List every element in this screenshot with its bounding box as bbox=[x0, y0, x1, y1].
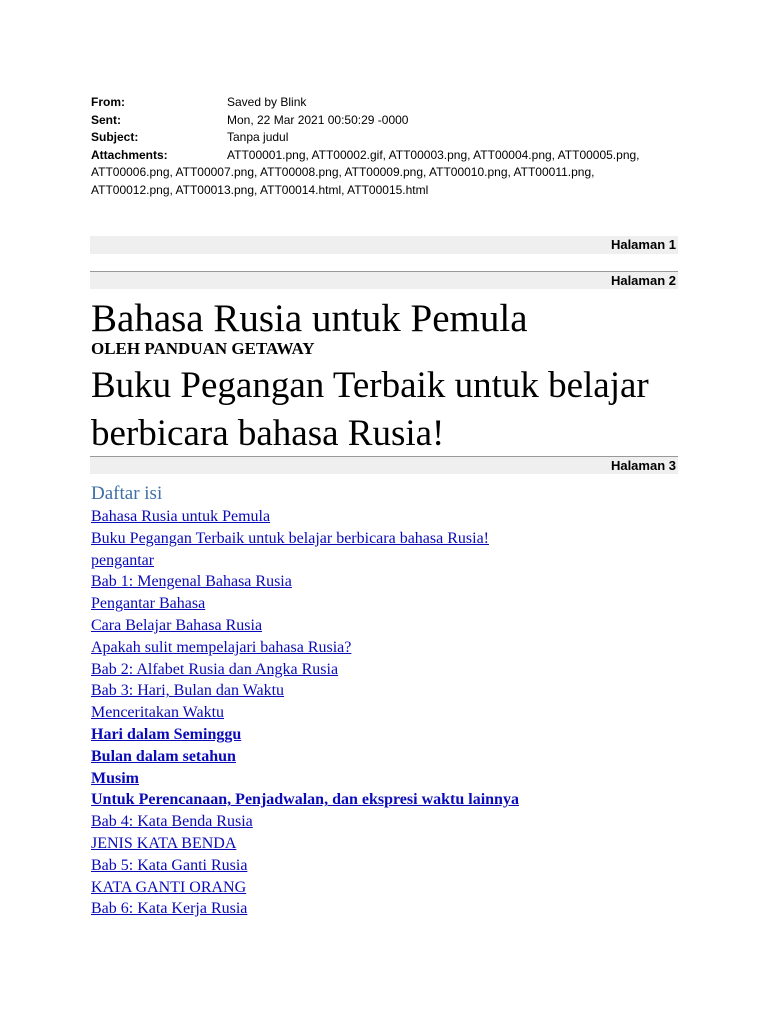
attachments-continuation: ATT00006.png, ATT00007.png, ATT00008.png, ATT00009.png, ATT00010.png, ATT00011.png, bbox=[91, 165, 595, 179]
email-header bbox=[91, 94, 691, 199]
toc-item bbox=[91, 855, 519, 877]
toc-link[interactable]: Untuk Perencanaan, Penjadwalan, dan ekspresi waktu lainnya bbox=[91, 791, 519, 809]
toc-link[interactable]: Bulan dalam setahun bbox=[91, 747, 236, 765]
document-title: Bahasa Rusia untuk Pemula bbox=[91, 297, 528, 340]
document-subtitle: Buku Pegangan Terbaik untuk belajar berbicara bahasa Rusia! bbox=[91, 365, 649, 454]
toc-item bbox=[91, 615, 519, 637]
subject-label: Subject: bbox=[91, 130, 139, 144]
toc-item bbox=[91, 659, 519, 681]
toc-item bbox=[91, 811, 519, 833]
toc-item bbox=[91, 877, 519, 899]
toc-item bbox=[91, 898, 519, 920]
attachments-label: Attachments: bbox=[91, 147, 168, 162]
from-label: From: bbox=[91, 95, 125, 109]
toc-item bbox=[91, 789, 519, 811]
toc-link[interactable]: Menceritakan Waktu bbox=[91, 704, 225, 722]
sent-value: Mon, 22 Mar 2021 00:50:29 -0000 bbox=[227, 112, 409, 127]
toc-link[interactable]: Musim bbox=[91, 769, 139, 787]
toc-link[interactable]: Apakah sulit mempelajari bahasa Rusia? bbox=[91, 638, 352, 656]
toc-item bbox=[91, 746, 519, 768]
toc-link[interactable]: Bab 4: Kata Benda Rusia bbox=[91, 813, 253, 831]
attachments-continuation: ATT00012.png, ATT00013.png, ATT00014.html, ATT00015.html bbox=[91, 182, 429, 197]
sent-row bbox=[91, 112, 691, 130]
toc-item bbox=[91, 833, 519, 855]
toc-link[interactable]: pengantar bbox=[91, 551, 155, 569]
page-marker-1: Halaman 1 bbox=[90, 236, 678, 254]
toc-item bbox=[91, 528, 519, 550]
toc-item bbox=[91, 680, 519, 702]
toc-item bbox=[91, 506, 519, 528]
toc-link[interactable]: Cara Belajar Bahasa Rusia bbox=[91, 616, 263, 634]
sent-label: Sent: bbox=[91, 112, 121, 127]
document-byline: OLEH PANDUAN GETAWAY bbox=[91, 339, 315, 358]
toc-link[interactable]: Bab 3: Hari, Bulan dan Waktu bbox=[91, 682, 285, 700]
subject-row bbox=[91, 129, 691, 147]
toc-item bbox=[91, 550, 519, 572]
toc-link[interactable]: JENIS KATA BENDA bbox=[91, 834, 237, 852]
attachments-row bbox=[91, 147, 691, 165]
toc-link[interactable]: Bab 2: Alfabet Rusia dan Angka Rusia bbox=[91, 660, 339, 678]
toc-link[interactable]: Bab 6: Kata Kerja Rusia bbox=[91, 900, 248, 918]
toc-heading: Daftar isi bbox=[91, 483, 163, 504]
attachments-value: ATT00001.png, ATT00002.gif, ATT00003.png, ATT00004.png, ATT00005.png, bbox=[227, 147, 640, 162]
toc-link[interactable]: KATA GANTI ORANG bbox=[91, 878, 247, 896]
toc-item bbox=[91, 724, 519, 746]
toc-link[interactable]: Pengantar Bahasa bbox=[91, 595, 206, 613]
from-value: Saved by Blink bbox=[227, 95, 307, 109]
subject-value: Tanpa judul bbox=[227, 130, 289, 144]
toc-link[interactable]: Hari dalam Seminggu bbox=[91, 725, 242, 743]
from-row bbox=[91, 94, 691, 112]
toc-item bbox=[91, 637, 519, 659]
toc-link[interactable]: Buku Pegangan Terbaik untuk belajar berbicara bahasa Rusia! bbox=[91, 529, 489, 547]
toc-item bbox=[91, 593, 519, 615]
toc-item bbox=[91, 768, 519, 790]
toc-item bbox=[91, 571, 519, 593]
toc-link[interactable]: Bab 5: Kata Ganti Rusia bbox=[91, 856, 248, 874]
page-marker-3: Halaman 3 bbox=[90, 456, 678, 474]
table-of-contents bbox=[91, 506, 519, 920]
page-marker-2: Halaman 2 bbox=[90, 271, 678, 289]
toc-link[interactable]: Bab 1: Mengenal Bahasa Rusia bbox=[91, 573, 292, 591]
toc-link[interactable]: Bahasa Rusia untuk Pemula bbox=[91, 508, 271, 525]
toc-item bbox=[91, 702, 519, 724]
